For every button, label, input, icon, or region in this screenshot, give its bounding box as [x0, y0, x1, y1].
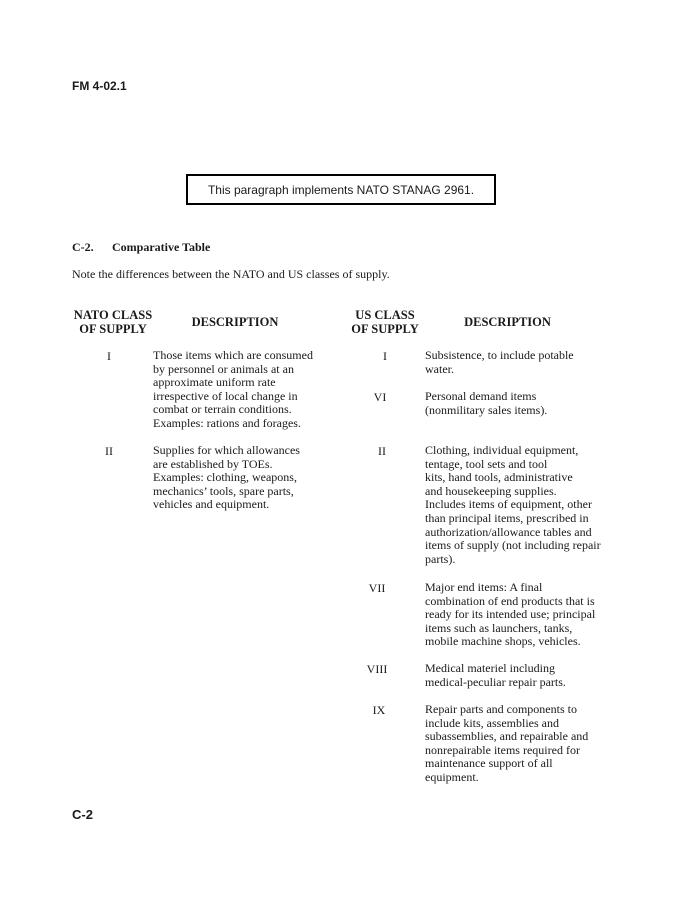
us-class-numeral: IX — [372, 703, 386, 717]
description-line: mechanics’ tools, spare parts, — [153, 483, 294, 498]
us-class-header-line: US CLASS — [355, 308, 415, 322]
us-class-description — [425, 390, 547, 417]
description-line: subassemblies, and repairable and — [425, 729, 589, 744]
description-line: (nonmilitary sales items). — [425, 402, 548, 417]
nato-class-numeral: II — [105, 444, 113, 458]
nato-class-header — [66, 308, 160, 336]
nato-class-description — [153, 444, 300, 512]
description-line: maintenance support of all — [425, 756, 553, 771]
description-line: Examples: clothing, weapons, — [153, 470, 297, 485]
us-class-description — [425, 581, 595, 649]
nato-class-header-line: NATO CLASS — [73, 308, 153, 322]
intro-paragraph: Note the differences between the NATO and US classes of supply. — [72, 267, 390, 281]
description-line: Major end items: A final — [425, 580, 543, 594]
description-line: and housekeeping supplies. — [425, 483, 557, 498]
description-line: mobile machine shops, vehicles. — [425, 634, 581, 649]
us-description-header: DESCRIPTION — [464, 315, 551, 329]
description-line: are established by TOEs. — [153, 456, 273, 471]
description-line: combination of end products that is — [425, 593, 595, 608]
description-line: equipment. — [425, 769, 479, 784]
section-heading — [72, 240, 210, 255]
description-line: parts). — [425, 551, 456, 566]
section-number: C-2. — [72, 240, 94, 254]
description-line: Subsistence, to include potable — [425, 348, 574, 362]
description-line: items of supply (not including repair — [425, 538, 601, 553]
description-line: tentage, tool sets and tool — [425, 456, 548, 471]
us-class-header — [340, 308, 430, 336]
description-line: Includes items of equipment, other — [425, 497, 592, 512]
page-number: C-2 — [72, 807, 93, 822]
stanag-notice-text: This paragraph implements NATO STANAG 2961. — [207, 182, 475, 197]
nato-class-numeral: I — [107, 349, 111, 363]
description-line: Supplies for which allowances — [153, 443, 300, 457]
nato-class-description — [153, 349, 313, 431]
description-line: medical-peculiar repair parts. — [425, 674, 566, 689]
section-title: Comparative Table — [112, 240, 211, 254]
us-class-description — [425, 662, 566, 689]
us-class-description — [425, 444, 601, 566]
description-line: include kits, assemblies and — [425, 715, 559, 730]
us-class-description — [425, 349, 574, 376]
description-line: kits, hand tools, administrative — [425, 470, 573, 485]
description-line: nonrepairable items required for — [425, 742, 580, 757]
description-line: Personal demand items — [425, 389, 537, 403]
us-class-numeral: VIII — [366, 662, 388, 676]
description-line: Clothing, individual equipment, — [425, 443, 579, 457]
nato-description-header: DESCRIPTION — [191, 315, 279, 329]
description-line: ready for its intended use; principal — [425, 607, 596, 622]
us-class-numeral: I — [383, 349, 387, 363]
description-line: approximate uniform rate — [153, 375, 276, 390]
description-line: than principal items, prescribed in — [425, 510, 589, 525]
us-class-numeral: VI — [373, 390, 387, 404]
document-code: FM 4-02.1 — [72, 79, 127, 93]
description-line: authorization/allowance tables and — [425, 524, 592, 539]
description-line: vehicles and equipment. — [153, 497, 270, 512]
us-class-numeral: VII — [368, 581, 386, 595]
description-line: Those items which are consumed — [153, 348, 313, 362]
description-line: Repair parts and components to — [425, 702, 577, 716]
stanag-notice-box — [186, 174, 496, 205]
description-line: Medical materiel including — [425, 661, 555, 675]
us-class-numeral: II — [378, 444, 386, 458]
description-line: water. — [425, 361, 454, 376]
description-line: Examples: rations and forages. — [153, 415, 301, 430]
us-class-header-line: OF SUPPLY — [351, 322, 419, 336]
description-line: irrespective of local change in — [153, 388, 298, 403]
description-line: combat or terrain conditions. — [153, 402, 292, 417]
us-class-description — [425, 703, 588, 785]
description-line: items such as launchers, tanks, — [425, 620, 573, 635]
description-line: by personnel or animals at an — [153, 361, 294, 376]
nato-class-header-line: OF SUPPLY — [79, 322, 147, 336]
